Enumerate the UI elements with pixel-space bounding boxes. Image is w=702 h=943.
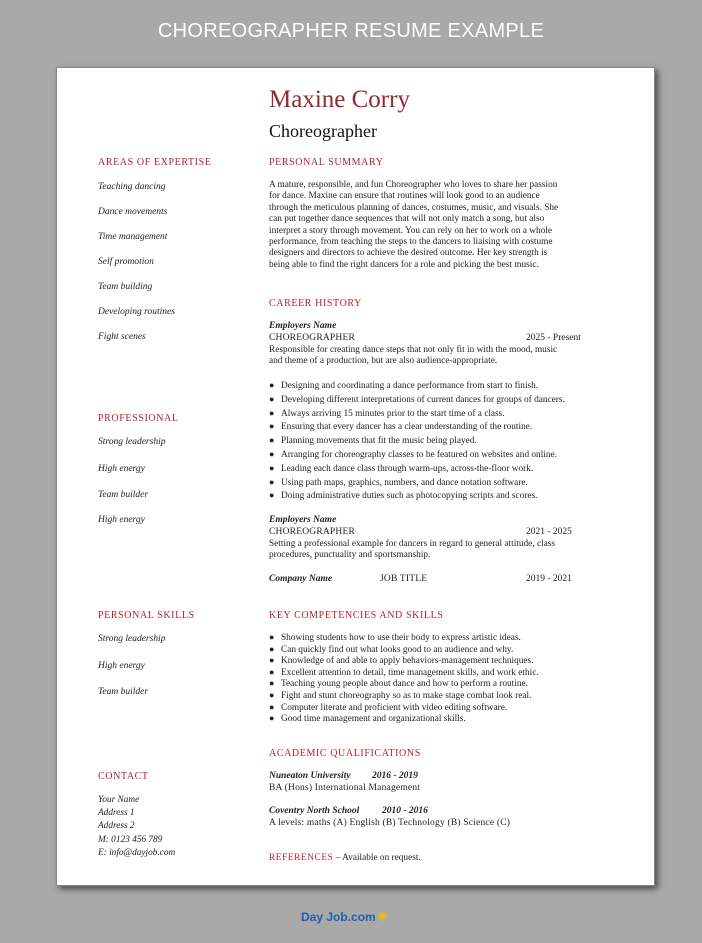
contact-email: E: info@dayjob.com (98, 848, 176, 858)
bullet-icon: ● (269, 435, 275, 446)
school-years: 2010 - 2016 (382, 806, 428, 816)
duty-text: Developing different interpretations of current dances for groups of dancers. (281, 394, 565, 405)
personal-skills-heading: PERSONAL SKILLS (98, 610, 195, 621)
bullet-icon: ● (269, 490, 275, 501)
summary-line: designers and directors to achieve the desired outcome. Her key strength is (269, 248, 548, 259)
job2-desc-line: Setting a professional example for dancers in regard to general attitude, class (269, 539, 556, 549)
school-name: Coventry North School (269, 806, 360, 816)
job1-role: CHOREOGRAPHER (269, 333, 355, 343)
bullet-icon: ● (269, 476, 275, 487)
summary-line: performance, from teaching the steps to the dancers to liaising with costume (269, 237, 553, 248)
competency-text: Showing students how to use their body to express artistic ideas. (281, 633, 521, 643)
contact-address-2: Address 2 (98, 821, 135, 831)
list-item (269, 644, 629, 656)
bullet-icon: ● (269, 448, 275, 459)
list-item (269, 420, 629, 434)
professional-item: Strong leadership (98, 437, 166, 447)
bullet-icon: ● (269, 393, 275, 404)
personal-skill-item: High energy (98, 661, 145, 671)
expertise-item: Dance movements (98, 207, 168, 217)
contact-address-1: Address 1 (98, 808, 135, 818)
personal-skill-item: Team builder (98, 687, 149, 697)
summary-line: for dance. Maxine can ensure that routines will look good to an audience (269, 191, 540, 202)
job1-duties-list (269, 379, 629, 503)
competency-text: Knowledge of and able to apply behaviors-management techniques. (281, 656, 534, 667)
list-item (269, 678, 629, 690)
uni-degree: BA (Hons) International Management (269, 783, 421, 793)
competency-text: Excellent attention to detail, time management skills, and work ethic. (281, 667, 539, 678)
uni-years: 2016 - 2019 (372, 771, 418, 781)
contact-heading: CONTACT (98, 771, 149, 782)
references-label: REFERENCES (269, 853, 334, 863)
job2-description (269, 539, 609, 562)
list-item (269, 702, 629, 714)
competency-text: Can quickly find out what looks good to an audience and why. (281, 644, 514, 655)
job2-dates: 2021 - 2025 (526, 527, 572, 537)
references-line (269, 853, 421, 864)
summary-line: through the meticulous planning of dances, costumes, music, and visuals. She (269, 202, 559, 213)
duty-text: Always arriving 15 minutes prior to the start time of a class. (281, 408, 505, 419)
summary-line: can put together dance sequences that will not only match a song, but also (269, 214, 545, 225)
candidate-title: Choreographer (269, 121, 377, 141)
bullet-icon: ● (269, 701, 275, 712)
professional-heading: PROFESSIONAL (98, 413, 179, 424)
job1-desc-line: and theme of a production, but are also audience-appropriate. (269, 356, 498, 367)
contact-name: Your Name (98, 795, 140, 805)
sun-icon: ☀ (376, 909, 389, 924)
references-text: – Available on request. (333, 853, 421, 863)
professional-item: High energy (98, 515, 145, 525)
competency-text: Computer literate and proficient with video editing software. (281, 702, 508, 713)
expertise-item: Fight scenes (98, 332, 146, 342)
duty-text: Designing and coordinating a dance performance from start to finish. (281, 381, 539, 391)
job1-description (269, 345, 609, 368)
job3-company: Company Name (269, 574, 333, 584)
job2-desc-line: procedures, punctuality and sportsmanship. (269, 550, 431, 561)
competency-text: Fight and stunt choreography so as to make stage combat look real. (281, 690, 532, 701)
duty-text: Ensuring that every dancer has a clear understanding of the routine. (281, 422, 533, 433)
list-item (269, 393, 629, 407)
competencies-heading: KEY COMPETENCIES AND SKILLS (269, 610, 444, 621)
summary-paragraph (269, 180, 609, 271)
expertise-item: Time management (98, 232, 168, 242)
education-heading: ACADEMIC QUALIFICATIONS (269, 748, 421, 759)
logo-text: Day Job.com (301, 910, 376, 924)
dayjob-logo[interactable] (301, 909, 388, 925)
bullet-icon: ● (269, 678, 275, 689)
list-item (269, 667, 629, 679)
uni-name: Nuneaton University (269, 771, 351, 781)
competency-text: Good time management and organizational skills. (281, 714, 466, 725)
expertise-item: Team building (98, 282, 153, 292)
job2-role: CHOREOGRAPHER (269, 527, 355, 537)
banner-title: CHOREOGRAPHER RESUME EXAMPLE (157, 20, 545, 42)
duty-text: Planning movements that fit the music being played. (281, 436, 477, 447)
job3-title: JOB TITLE (380, 574, 428, 584)
list-item (269, 434, 629, 448)
professional-item: Team builder (98, 490, 149, 500)
competencies-list (269, 632, 629, 725)
bullet-icon: ● (269, 713, 275, 724)
bullet-icon: ● (269, 462, 275, 473)
summary-line: A mature, responsible, and fun Choreographer who loves to share her passion (269, 180, 558, 190)
candidate-name: Maxine Corry (269, 86, 410, 113)
resume-page (56, 67, 655, 886)
summary-heading: PERSONAL SUMMARY (269, 157, 384, 168)
list-item (269, 632, 629, 644)
expertise-item: Self promotion (98, 257, 154, 267)
competency-text: Teaching young people about dance and how to perform a routine. (281, 679, 528, 690)
job3-dates: 2019 - 2021 (526, 574, 572, 584)
job1-employer: Employers Name (269, 321, 337, 331)
job1-desc-line: Responsible for creating dance steps that not only fit in with the mood, music (269, 345, 558, 355)
list-item (269, 489, 629, 503)
summary-line: interpret a story through movement. You can rely on her to work on a whole (269, 225, 552, 236)
summary-line: being able to find the right dancers for a role and picking the best music. (269, 259, 539, 270)
list-item (269, 448, 629, 462)
professional-item: High energy (98, 464, 145, 474)
personal-skill-item: Strong leadership (98, 634, 166, 644)
bullet-icon: ● (269, 666, 275, 677)
list-item (269, 462, 629, 476)
contact-phone: M: 0123 456 789 (98, 835, 163, 845)
career-heading: CAREER HISTORY (269, 298, 362, 309)
job2-employer: Employers Name (269, 515, 337, 525)
bullet-icon: ● (269, 655, 275, 666)
bullet-icon: ● (269, 643, 275, 654)
bullet-icon: ● (269, 407, 275, 418)
list-item (269, 407, 629, 421)
list-item (269, 690, 629, 702)
duty-text: Arranging for choreography classes to be featured on websites and online. (281, 449, 557, 460)
list-item (269, 379, 629, 393)
list-item (269, 713, 629, 725)
expertise-heading: AREAS OF EXPERTISE (98, 157, 212, 168)
bullet-icon: ● (269, 421, 275, 432)
list-item (269, 476, 629, 490)
bullet-icon: ● (269, 689, 275, 700)
bullet-icon: ● (269, 632, 275, 642)
expertise-item: Developing routines (98, 307, 175, 317)
bullet-icon: ● (269, 380, 275, 390)
duty-text: Using path maps, graphics, numbers, and dance notation software. (281, 477, 528, 488)
school-grades: A levels: maths (A) English (B) Technology (B) Science (C) (269, 818, 511, 828)
duty-text: Leading each dance class through warm-ups, across-the-floor work. (281, 463, 534, 474)
job1-dates: 2025 - Present (526, 333, 581, 343)
duty-text: Doing administrative duties such as photocopying scripts and scores. (281, 491, 538, 502)
list-item (269, 655, 629, 667)
expertise-item: Teaching dancing (98, 182, 166, 192)
